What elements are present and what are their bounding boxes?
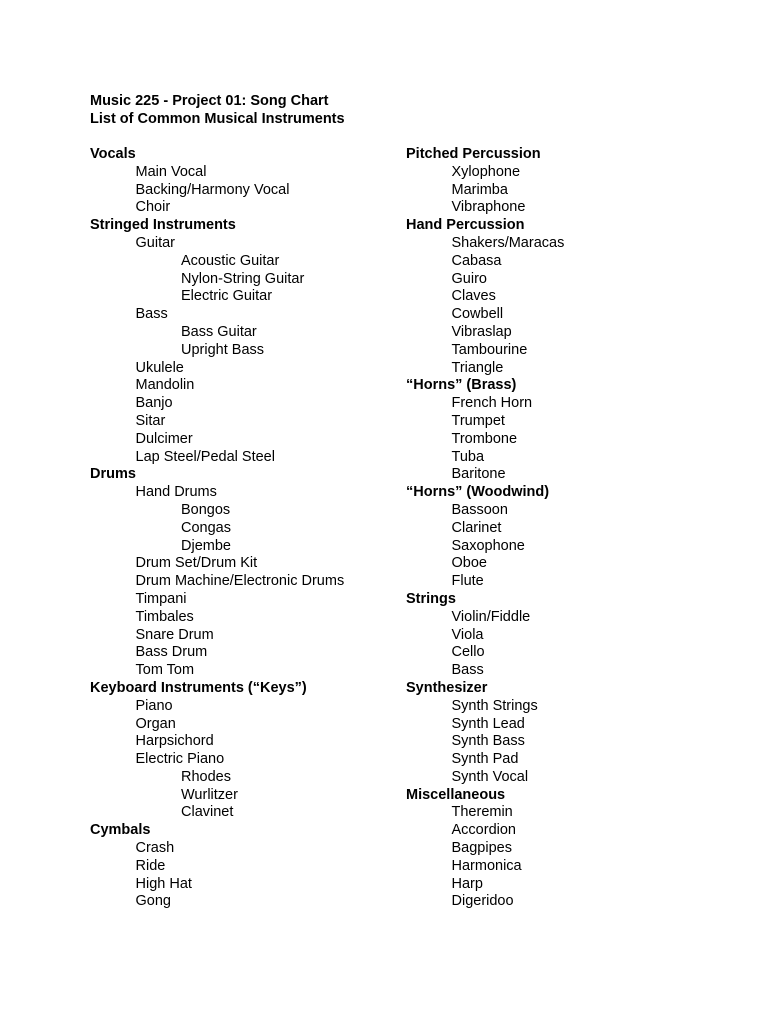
instrument-item: Banjo (135, 395, 173, 412)
instrument-item: Shakers/Maracas (451, 234, 565, 251)
instrument-item: Baritone (451, 466, 506, 483)
instrument-item: Synth Bass (451, 733, 525, 750)
document-title: Music 225 - Project 01: Song Chart (90, 93, 329, 109)
instrument-item: Electric Piano (135, 751, 225, 768)
instrument-item: Guitar (135, 234, 175, 251)
instrument-item: Ride (135, 857, 166, 874)
instrument-item: Cowbell (451, 306, 504, 323)
category-heading: Stringed Instruments (90, 217, 236, 234)
instrument-subitem: Djembe (181, 537, 231, 554)
category-heading: “Horns” (Brass) (406, 377, 517, 394)
category-heading: Pitched Percussion (406, 146, 541, 162)
instrument-item: Cello (451, 644, 485, 661)
instrument-item: Trumpet (451, 412, 505, 429)
instrument-item: Choir (135, 199, 171, 216)
instrument-item: Drum Machine/Electronic Drums (135, 573, 345, 590)
instrument-item: Synth Pad (451, 751, 519, 768)
instrument-item: Sitar (135, 412, 166, 429)
instrument-item: Vibraphone (451, 199, 526, 216)
instrument-item: Cabasa (451, 252, 502, 269)
instrument-item: Harpsichord (135, 733, 214, 750)
instrument-item: Lap Steel/Pedal Steel (135, 448, 275, 465)
instrument-item: Claves (451, 288, 496, 305)
instrument-item: Vibraslap (451, 323, 512, 340)
instrument-subitem: Upright Bass (181, 341, 265, 358)
instrument-item: Harmonica (451, 857, 522, 874)
document-header (90, 93, 345, 129)
category-heading: Cymbals (90, 822, 151, 839)
instrument-item: Marimba (451, 181, 508, 198)
instrument-item: Saxophone (451, 537, 525, 554)
instrument-item: Backing/Harmony Vocal (135, 181, 290, 198)
instrument-subitem: Clavinet (181, 804, 234, 821)
instrument-item: Synth Lead (451, 715, 525, 732)
instrument-item: Theremin (451, 804, 513, 821)
instrument-item: Timbales (135, 608, 194, 625)
instrument-item: Dulcimer (135, 430, 193, 447)
instrument-item: French Horn (451, 395, 533, 412)
instrument-item: Bass (451, 662, 484, 679)
instrument-subitem: Rhodes (181, 768, 231, 785)
instrument-item: Synth Vocal (451, 768, 529, 785)
right-column (406, 146, 564, 911)
instrument-item: Flute (451, 573, 484, 590)
instrument-item: Bass Drum (135, 644, 208, 661)
category-heading: Keyboard Instruments (“Keys”) (90, 679, 307, 696)
category-heading: Vocals (90, 146, 136, 162)
instrument-item: Xylophone (451, 163, 521, 180)
instrument-item: Viola (451, 626, 484, 643)
instrument-subitem: Bongos (181, 501, 231, 518)
instrument-subitem: Electric Guitar (181, 288, 273, 305)
instrument-item: Bagpipes (451, 840, 512, 857)
category-heading: Synthesizer (406, 679, 488, 696)
instrument-item: Violin/Fiddle (451, 608, 531, 625)
instrument-item: Gong (135, 893, 171, 910)
instrument-item: Timpani (135, 590, 187, 607)
instrument-item: Bassoon (451, 501, 508, 518)
instrument-item: Harp (451, 875, 483, 892)
category-heading: Drums (90, 466, 136, 483)
instrument-item: Tuba (451, 448, 485, 465)
instrument-item: Tambourine (451, 341, 528, 358)
instrument-item: High Hat (135, 875, 192, 892)
instrument-subitem: Bass Guitar (181, 323, 257, 340)
instrument-item: Trombone (451, 430, 518, 447)
instrument-item: Triangle (451, 359, 504, 376)
instrument-item: Hand Drums (135, 484, 217, 501)
instrument-item: Tom Tom (135, 662, 195, 679)
instrument-item: Mandolin (135, 377, 195, 394)
instrument-item: Main Vocal (135, 163, 207, 180)
instrument-item: Bass (135, 306, 168, 323)
instrument-item: Digeridoo (451, 893, 514, 910)
instrument-item: Drum Set/Drum Kit (135, 555, 258, 572)
instrument-subitem: Wurlitzer (181, 786, 238, 803)
category-heading: Strings (406, 590, 456, 607)
document-subtitle: List of Common Musical Instruments (90, 110, 345, 127)
instrument-item: Organ (135, 715, 176, 732)
instrument-item: Snare Drum (135, 626, 214, 643)
instrument-item: Guiro (451, 270, 487, 287)
instrument-item: Crash (135, 840, 175, 857)
instrument-subitem: Acoustic Guitar (181, 252, 280, 269)
instrument-item: Clarinet (451, 519, 502, 536)
instrument-item: Oboe (451, 555, 487, 572)
instrument-subitem: Congas (181, 519, 231, 536)
instrument-subitem: Nylon-String Guitar (181, 270, 305, 287)
instrument-item: Synth Strings (451, 697, 538, 714)
category-heading: Hand Percussion (406, 217, 525, 234)
category-heading: “Horns” (Woodwind) (406, 484, 550, 501)
left-column (90, 146, 344, 911)
instrument-item: Ukulele (135, 359, 184, 376)
instrument-item: Accordion (451, 822, 516, 839)
category-heading: Miscellaneous (406, 786, 506, 803)
instrument-item: Piano (135, 697, 173, 714)
